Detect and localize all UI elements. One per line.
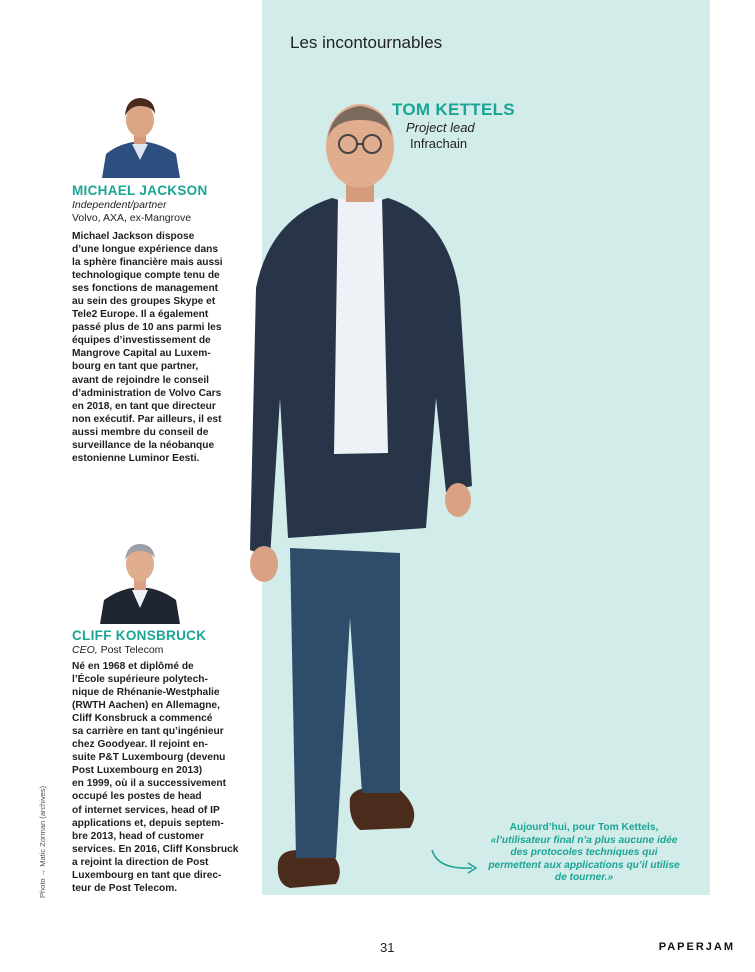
bio-line: en 1999, où il a successivement: [72, 778, 227, 790]
michael-jackson-photo: [100, 92, 180, 178]
quote-arrow-icon: [428, 846, 488, 876]
bio-line: occupé les postes de head: [72, 791, 202, 803]
bio-line: équipes d’investissement de: [72, 335, 211, 347]
michael-jackson-companies: Volvo, AXA, ex-Mangrove: [72, 212, 192, 224]
pull-quote-text: «l’utilisateur final n’a plus aucune idée des protocoles techniques qui permettent aux applications qu’il utilise de tourner.»: [488, 834, 680, 884]
bio-line: l’École supérieure polytech-: [72, 674, 208, 686]
bio-line: d’une longue expérience dans: [72, 244, 219, 256]
cliff-konsbruck-header: [72, 628, 206, 657]
cliff-konsbruck-role: CEO,: [72, 644, 98, 656]
tom-kettels-header: [392, 100, 515, 152]
pull-quote: [484, 822, 684, 885]
bio-line: teur de Post Telecom.: [72, 882, 178, 894]
michael-jackson-role: Independent/partner: [72, 199, 167, 211]
bio-line: au sein des groupes Skype et: [72, 296, 216, 308]
michael-jackson-header: [72, 183, 208, 225]
bio-line: Luxembourg en tant que direc-: [72, 869, 222, 881]
cliff-konsbruck-company: Post Telecom: [100, 644, 164, 656]
tom-kettels-company: Infrachain: [410, 136, 468, 151]
bio-line: (RWTH Aachen) en Allemagne,: [72, 700, 220, 712]
brand-logo: PAPERJAM: [658, 941, 735, 953]
bio-line: Post Luxembourg en 2013): [72, 765, 203, 777]
bio-line: d’administration de Volvo Cars: [72, 387, 222, 399]
bio-line: surveillance de la néobanque: [72, 439, 215, 451]
bio-line: Né en 1968 et diplômé de: [72, 661, 194, 672]
bio-line: passé plus de 10 ans parmi les: [72, 322, 222, 334]
bio-line: Mangrove Capital au Luxem-: [72, 348, 211, 360]
bio-line: non exécutif. Par ailleurs, il est: [72, 413, 222, 425]
cliff-konsbruck-photo: [100, 536, 180, 624]
bio-line: en 2018, en tant que directeur: [72, 400, 216, 412]
bio-line: sa carrière en tant qu’ingénieur: [72, 726, 224, 738]
cliff-konsbruck-bio: [72, 660, 260, 895]
cliff-konsbruck-name: CLIFF KONSBRUCK: [72, 628, 207, 643]
bio-line: bourg en tant que partner,: [72, 361, 199, 373]
michael-jackson-name: MICHAEL JACKSON: [72, 183, 208, 198]
bio-line: Michael Jackson dispose: [72, 231, 195, 242]
bio-line: applications et, depuis septem-: [72, 817, 224, 829]
bio-line: aussi membre du conseil de: [72, 426, 209, 438]
bio-line: services. En 2016, Cliff Konsbruck: [72, 843, 239, 855]
tom-kettels-name: TOM KETTELS: [392, 100, 515, 119]
tom-kettels-photo: [250, 98, 480, 898]
section-title: Les incontournables: [290, 33, 443, 52]
page-number: 31: [380, 940, 395, 955]
bio-line: suite P&T Luxembourg (devenu: [72, 752, 226, 764]
bio-line: Cliff Konsbruck a commencé: [72, 713, 213, 725]
bio-line: a rejoint la direction de Post: [72, 856, 209, 868]
bio-line: Tele2 Europe. Il a également: [72, 309, 209, 321]
bio-line: ses fonctions de management: [72, 283, 219, 295]
bio-line: of internet services, head of IP: [72, 804, 220, 816]
tom-kettels-role: Project lead: [406, 120, 475, 135]
bio-line: chez Goodyear. Il rejoint en-: [72, 739, 208, 751]
bio-line: bre 2013, head of customer: [72, 830, 204, 842]
michael-jackson-bio: [72, 230, 260, 465]
pull-quote-intro: Aujourd’hui, pour Tom Kettels,: [509, 822, 659, 833]
bio-line: nique de Rhénanie-Westphalie: [72, 687, 220, 699]
photo-credit: Photo → Matic Zorman (archives): [38, 785, 47, 898]
bio-line: avant de rejoindre le conseil: [72, 374, 210, 386]
bio-line: la sphère financière mais aussi: [72, 257, 223, 269]
bio-line: estonienne Luminor Eesti.: [72, 452, 200, 464]
bio-line: technologique compte tenu de: [72, 270, 220, 282]
